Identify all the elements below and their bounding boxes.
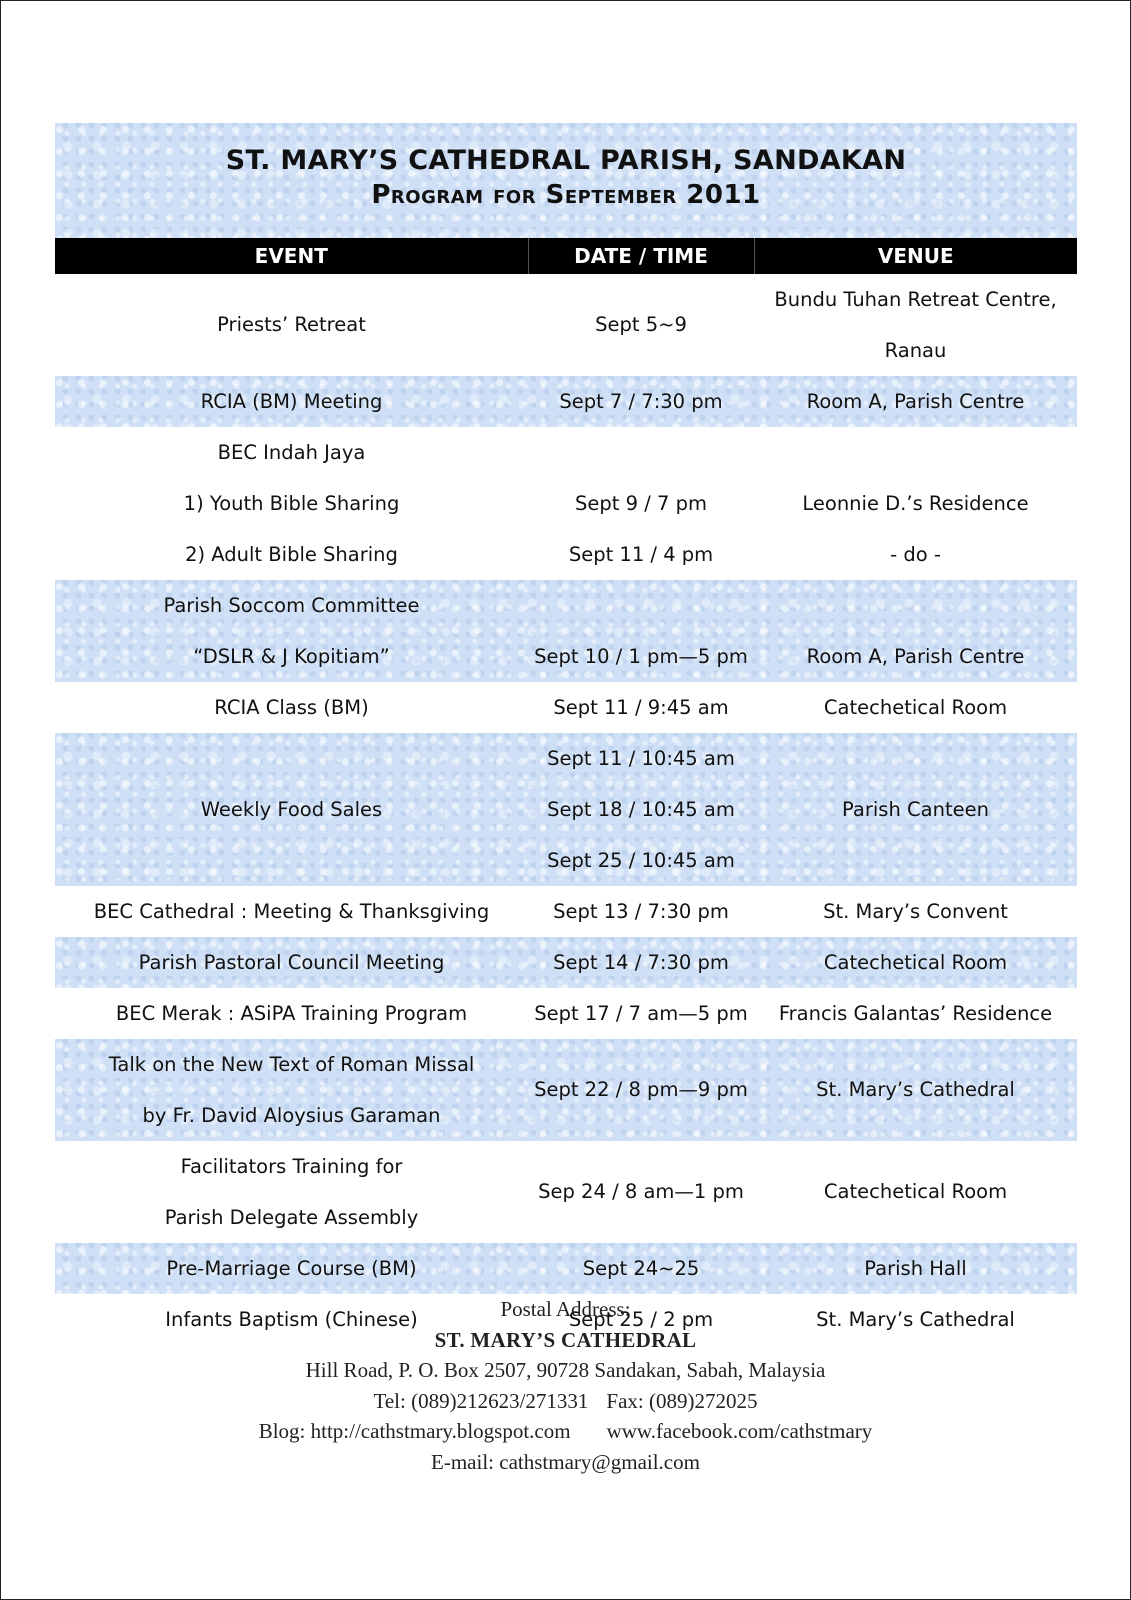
date-text: Sept 13 / 7:30 pm xyxy=(553,900,729,923)
postal-heading: Postal Address: xyxy=(500,1297,631,1321)
event-text: Pre-Marriage Course (BM) xyxy=(166,1257,417,1280)
cell-event xyxy=(55,988,528,1039)
date-text: Sept 18 / 10:45 am xyxy=(547,798,735,821)
cell-date xyxy=(528,886,754,937)
date-text: Sept 11 / 10:45 am xyxy=(547,747,735,770)
cell-event xyxy=(55,682,528,733)
cell-date xyxy=(528,988,754,1039)
facebook-link[interactable]: www.facebook.com/cathstmary xyxy=(606,1419,873,1443)
venue-text: Parish Canteen xyxy=(842,798,989,821)
cell-venue xyxy=(754,376,1077,427)
venue-text: Catechetical Room xyxy=(823,951,1008,974)
date-text: Sept 9 / 7 pm xyxy=(575,492,707,515)
venue-text: Leonnie D.’s Residence xyxy=(802,492,1029,515)
table-row xyxy=(55,1039,1077,1141)
date-text: Sept 5~9 xyxy=(595,313,687,336)
event-text: BEC Cathedral : Meeting & Thanksgiving xyxy=(93,900,490,923)
title-banner xyxy=(55,123,1077,238)
cell-date xyxy=(528,733,754,886)
event-text: Parish Pastoral Council Meeting xyxy=(138,951,445,974)
event-text: Weekly Food Sales xyxy=(200,798,383,821)
cell-date xyxy=(528,1039,754,1141)
date-text: Sept 10 / 1 pm—5 pm xyxy=(534,645,748,668)
date-text: Sept 11 / 4 pm xyxy=(568,543,714,566)
cell-date xyxy=(528,580,754,682)
email-link[interactable]: E-mail: cathstmary@gmail.com xyxy=(431,1449,700,1474)
venue-text: Francis Galantas’ Residence xyxy=(778,1002,1053,1025)
cathedral-name: ST. MARY’S CATHEDRAL xyxy=(434,1327,697,1352)
street-address: Hill Road, P. O. Box 2507, 90728 Sandakan, Sabah, Malaysia xyxy=(305,1358,826,1382)
venue-text: St. Mary’s Convent xyxy=(823,900,1008,923)
table-row xyxy=(55,274,1077,376)
phone-line xyxy=(0,1386,1131,1417)
event-text: 1) Youth Bible Sharing xyxy=(183,492,400,515)
venue-text: Ranau xyxy=(884,339,947,362)
cell-date xyxy=(528,682,754,733)
cell-date xyxy=(528,274,754,376)
program-title: Program for September 2011 xyxy=(371,180,761,210)
cell-event xyxy=(55,886,528,937)
venue-text: Parish Hall xyxy=(864,1257,967,1280)
cell-date xyxy=(528,1243,754,1294)
event-text: RCIA (BM) Meeting xyxy=(200,390,383,413)
header-date-time: DATE / TIME xyxy=(528,238,754,274)
cell-date xyxy=(528,376,754,427)
cell-venue xyxy=(754,988,1077,1039)
event-text: Infants Baptism (Chinese) xyxy=(165,1308,418,1331)
event-text: Parish Soccom Committee xyxy=(163,594,420,617)
date-text: Sept 7 / 7:30 pm xyxy=(559,390,723,413)
event-text: Priests’ Retreat xyxy=(217,313,366,336)
fax: Fax: (089)272025 xyxy=(606,1388,758,1413)
program-table-body xyxy=(55,274,1077,1345)
cell-event xyxy=(55,427,528,580)
cell-event xyxy=(55,580,528,682)
event-text: Facilitators Training for xyxy=(180,1155,403,1178)
cell-venue xyxy=(754,1243,1077,1294)
date-text xyxy=(532,580,750,631)
table-row xyxy=(55,682,1077,733)
cell-date xyxy=(528,427,754,580)
date-text: Sept 11 / 9:45 am xyxy=(553,696,729,719)
parish-title: ST. MARY’S CATHEDRAL PARISH, SANDAKAN xyxy=(225,145,907,176)
event-text: BEC Merak : ASiPA Training Program xyxy=(115,1002,468,1025)
date-text: Sep 24 / 8 am—1 pm xyxy=(538,1180,744,1203)
table-row xyxy=(55,1141,1077,1243)
table-row xyxy=(55,988,1077,1039)
venue-text xyxy=(758,580,1073,631)
table-row xyxy=(55,886,1077,937)
postal-address-block xyxy=(0,1294,1131,1477)
venue-text: St. Mary’s Cathedral xyxy=(816,1308,1015,1331)
table-row xyxy=(55,733,1077,886)
event-text: RCIA Class (BM) xyxy=(214,696,369,719)
cell-event xyxy=(55,937,528,988)
telephone: Tel: (089)212623/271331 xyxy=(373,1388,589,1413)
table-row xyxy=(55,376,1077,427)
venue-text xyxy=(758,427,1073,478)
cell-venue xyxy=(754,937,1077,988)
date-text: Sept 14 / 7:30 pm xyxy=(553,951,729,974)
table-row xyxy=(55,580,1077,682)
cell-event xyxy=(55,1141,528,1243)
cell-venue xyxy=(754,1039,1077,1141)
event-text: Parish Delegate Assembly xyxy=(164,1206,419,1229)
event-text: Talk on the New Text of Roman Missal xyxy=(108,1053,475,1076)
event-text: 2) Adult Bible Sharing xyxy=(185,543,398,566)
event-text: by Fr. David Aloysius Garaman xyxy=(142,1104,441,1127)
cell-event xyxy=(55,733,528,886)
venue-text: St. Mary’s Cathedral xyxy=(816,1078,1015,1101)
event-text: BEC Indah Jaya xyxy=(217,441,366,464)
date-text: Sept 24~25 xyxy=(582,1257,700,1280)
cell-venue xyxy=(754,733,1077,886)
cell-venue xyxy=(754,427,1077,580)
date-text xyxy=(532,427,750,478)
venue-text: Room A, Parish Centre xyxy=(806,645,1025,668)
header-venue: VENUE xyxy=(754,238,1077,274)
cell-venue xyxy=(754,682,1077,733)
date-text: Sept 25 / 2 pm xyxy=(568,1308,714,1331)
date-text: Sept 22 / 8 pm—9 pm xyxy=(534,1078,748,1101)
web-line xyxy=(0,1416,1131,1447)
date-text: Sept 17 / 7 am—5 pm xyxy=(534,1002,748,1025)
cell-venue xyxy=(754,886,1077,937)
table-row xyxy=(55,1243,1077,1294)
venue-text: Catechetical Room xyxy=(823,696,1008,719)
cell-venue xyxy=(754,274,1077,376)
venue-text: - do - xyxy=(890,543,941,566)
venue-text: Bundu Tuhan Retreat Centre, xyxy=(774,288,1057,311)
venue-text: Room A, Parish Centre xyxy=(806,390,1025,413)
cell-date xyxy=(528,937,754,988)
table-header-row xyxy=(55,238,1077,274)
cell-event xyxy=(55,1243,528,1294)
cell-venue xyxy=(754,580,1077,682)
cell-event xyxy=(55,376,528,427)
blog-link[interactable]: Blog: http://cathstmary.blogspot.com xyxy=(258,1419,571,1443)
event-text: “DSLR & J Kopitiam” xyxy=(193,645,390,668)
venue-text: Catechetical Room xyxy=(823,1180,1008,1203)
program-table xyxy=(55,238,1077,1345)
cell-date xyxy=(528,1141,754,1243)
header-event: EVENT xyxy=(55,238,528,274)
table-row xyxy=(55,937,1077,988)
date-text: Sept 25 / 10:45 am xyxy=(547,849,735,872)
cell-event xyxy=(55,274,528,376)
cell-event xyxy=(55,1039,528,1141)
cell-venue xyxy=(754,1141,1077,1243)
table-row xyxy=(55,427,1077,580)
